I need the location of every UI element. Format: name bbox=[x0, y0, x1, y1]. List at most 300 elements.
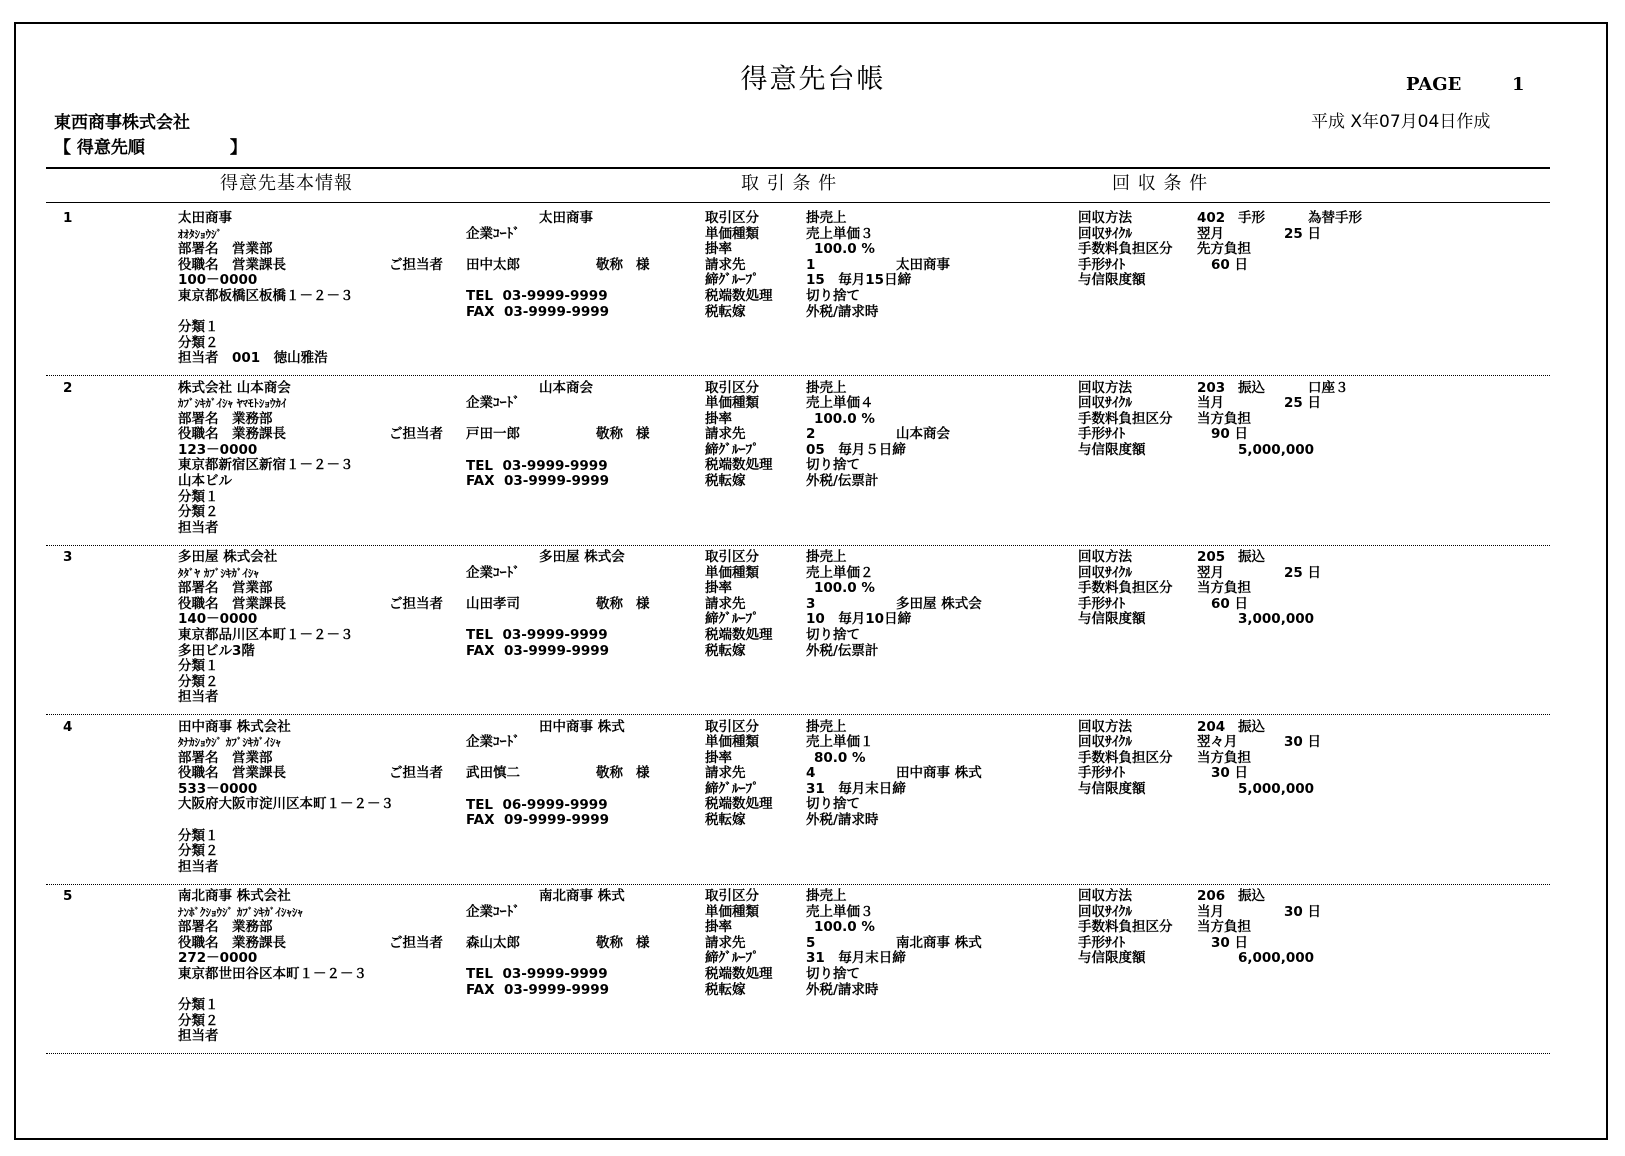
honorific-value: 様 bbox=[636, 595, 650, 612]
customer-kana: ｵｵﾀｼｮｳｼﾞ bbox=[178, 227, 222, 241]
coll-cycle-value: 当月 bbox=[1197, 903, 1224, 920]
coll-cycle-label: 回収ｻｲｸﾙ bbox=[1078, 225, 1132, 242]
collection-labels bbox=[1078, 720, 1173, 798]
company-name: 東西商事株式会社 bbox=[54, 113, 190, 133]
tel-value: 03-9999-9999 bbox=[502, 457, 608, 474]
tel-label: TEL bbox=[466, 627, 494, 643]
customer-name: 多田屋 株式会社 bbox=[178, 549, 278, 565]
rate-label: 掛率 bbox=[705, 241, 732, 258]
contact-name: 武田慎二 bbox=[466, 765, 520, 782]
company-code-label: 企業ｺｰﾄﾞ bbox=[466, 225, 520, 242]
collection-labels bbox=[1078, 381, 1173, 459]
collection-labels bbox=[1078, 211, 1173, 289]
building: 多田ビル3階 bbox=[178, 642, 255, 659]
building: 山本ビル bbox=[178, 473, 232, 490]
tx-type-label: 取引区分 bbox=[705, 210, 759, 226]
address: 東京都板橋区板橋１－２－３ bbox=[178, 287, 354, 304]
coll-code: 402 bbox=[1197, 210, 1226, 226]
record-number: 4 bbox=[63, 718, 73, 735]
rate-label: 掛率 bbox=[705, 749, 732, 766]
fax-label: FAX bbox=[466, 473, 495, 490]
position-label: 役職名 bbox=[178, 765, 219, 782]
rate-label: 掛率 bbox=[705, 919, 732, 936]
note-site-value: 60 日 bbox=[1211, 256, 1248, 273]
trade-labels bbox=[705, 550, 773, 659]
coll-method-label: 回収方法 bbox=[1078, 379, 1132, 396]
bill-to-label: 請求先 bbox=[705, 426, 746, 443]
record-number: 2 bbox=[63, 379, 73, 396]
fax-line bbox=[466, 644, 609, 660]
credit-label: 与信限度額 bbox=[1078, 441, 1146, 458]
category1-line bbox=[178, 659, 354, 675]
fax-label: FAX bbox=[466, 642, 495, 659]
dept-value: 営業部 bbox=[232, 241, 273, 258]
category2-line bbox=[178, 505, 354, 521]
coll-cycle-label: 回収ｻｲｸﾙ bbox=[1078, 734, 1132, 751]
coll-method-value: 振込 bbox=[1238, 718, 1265, 735]
trade-labels bbox=[705, 381, 773, 490]
contact-name: 山田孝司 bbox=[466, 595, 520, 612]
fax-label: FAX bbox=[466, 812, 495, 829]
position-label: 役職名 bbox=[178, 595, 219, 612]
company-code-label: 企業ｺｰﾄﾞ bbox=[466, 395, 520, 412]
tx-type-value: 掛売上 bbox=[806, 379, 847, 396]
created-date: 平成 X年07月04日作成 bbox=[1311, 112, 1491, 132]
note-site-label: 手形ｻｲﾄ bbox=[1078, 765, 1126, 782]
tx-type-value: 掛売上 bbox=[806, 718, 847, 735]
fax-value: 03-9999-9999 bbox=[503, 303, 610, 320]
position-value: 業務課長 bbox=[232, 426, 286, 443]
report-title: 得意先台帳 bbox=[740, 64, 886, 95]
category2-line bbox=[178, 844, 394, 860]
dept-line bbox=[178, 581, 354, 597]
zip-code: 533－0000 bbox=[178, 780, 258, 797]
credit-label: 与信限度額 bbox=[1078, 780, 1146, 797]
basic-info-block bbox=[178, 720, 394, 876]
bill-to-label: 請求先 bbox=[705, 765, 746, 782]
tx-type-value: 掛売上 bbox=[806, 888, 847, 904]
coll-cycle-label: 回収ｻｲｸﾙ bbox=[1078, 395, 1132, 412]
basic-info-block bbox=[178, 550, 354, 706]
rep-line bbox=[178, 690, 354, 706]
trade-values bbox=[806, 889, 906, 998]
header-basic-info: 得意先基本情報 bbox=[220, 173, 353, 194]
dept-line bbox=[178, 751, 394, 767]
category2-label: 分類２ bbox=[178, 504, 219, 521]
coll-code: 205 bbox=[1197, 549, 1226, 565]
fax-value: 09-9999-9999 bbox=[503, 812, 610, 829]
tax-transfer-label: 税転嫁 bbox=[705, 981, 746, 998]
tel-value: 03-9999-9999 bbox=[502, 288, 608, 304]
coll-method-value: 手形 bbox=[1238, 210, 1265, 226]
category1-label: 分類１ bbox=[178, 658, 219, 675]
coll-method-label: 回収方法 bbox=[1078, 888, 1132, 904]
customer-kana: ﾀﾅｶｼｮｳｼﾞ ｶﾌﾞｼｷｶﾞｲｼｬ bbox=[178, 736, 281, 750]
price-type-label: 単価種類 bbox=[705, 395, 759, 412]
short-name: 山本商会 bbox=[539, 379, 593, 396]
category1-label: 分類１ bbox=[178, 319, 219, 336]
price-type-value: 売上単価３ bbox=[806, 225, 874, 242]
header-trade-terms: 取 引 条 件 bbox=[741, 173, 838, 194]
credit-label: 与信限度額 bbox=[1078, 272, 1146, 289]
rate-label: 掛率 bbox=[705, 410, 732, 427]
rounding-value: 切り捨て bbox=[806, 457, 860, 474]
short-name: 田中商事 株式 bbox=[539, 718, 625, 735]
credit-label: 与信限度額 bbox=[1078, 950, 1146, 967]
sort-order-label: 【 得意先順 】 bbox=[54, 138, 247, 158]
fax-line bbox=[466, 983, 609, 999]
rep-line bbox=[178, 351, 354, 367]
closing-value: 15 毎月15日締 bbox=[806, 272, 912, 289]
honorific-label: 敬称 bbox=[596, 765, 623, 782]
rep-label: 担当者 bbox=[178, 1028, 219, 1045]
customer-kana: ｶﾌﾞｼｷｶﾞｲｼｬ ﾔﾏﾓﾄｼｮｳｶｲ bbox=[178, 397, 287, 411]
collection-labels bbox=[1078, 550, 1173, 628]
fee-label: 手数料負担区分 bbox=[1078, 749, 1173, 766]
tel-line bbox=[466, 289, 608, 305]
coll-day: 25 日 bbox=[1284, 225, 1321, 242]
coll-cycle-value: 翌々月 bbox=[1197, 734, 1238, 751]
rate-value: 100.0 % bbox=[814, 241, 875, 258]
dept-line bbox=[178, 920, 367, 936]
rep-label: 担当者 bbox=[178, 858, 219, 875]
position-value: 営業課長 bbox=[232, 595, 286, 612]
position-value: 業務課長 bbox=[232, 934, 286, 951]
coll-method-value: 振込 bbox=[1238, 549, 1265, 565]
contact-label: ご担当者 bbox=[389, 256, 443, 273]
fax-value: 03-9999-9999 bbox=[503, 473, 610, 490]
page-label: PAGE bbox=[1406, 74, 1462, 95]
closing-label: 締ｸﾞﾙｰﾌﾟ bbox=[705, 441, 759, 458]
trade-labels bbox=[705, 720, 773, 829]
dept-label: 部署名 bbox=[178, 410, 219, 427]
category1-label: 分類１ bbox=[178, 488, 219, 505]
customer-name: 田中商事 株式会社 bbox=[178, 718, 291, 735]
tx-type-label: 取引区分 bbox=[705, 549, 759, 565]
customer-name: 太田商事 bbox=[178, 210, 232, 226]
fax-label: FAX bbox=[466, 981, 495, 998]
fax-line bbox=[466, 305, 609, 321]
header-bottom-rule bbox=[46, 202, 1550, 203]
position-line bbox=[178, 427, 354, 443]
dept-label: 部署名 bbox=[178, 749, 219, 766]
coll-method-label: 回収方法 bbox=[1078, 210, 1132, 226]
trade-values bbox=[806, 720, 906, 829]
trade-labels bbox=[705, 211, 773, 320]
closing-label: 締ｸﾞﾙｰﾌﾟ bbox=[705, 950, 759, 967]
fax-line bbox=[466, 474, 609, 490]
price-type-value: 売上単価４ bbox=[806, 395, 874, 412]
zip-code: 272－0000 bbox=[178, 950, 258, 967]
report-frame bbox=[14, 22, 1608, 1140]
coll-extra: 為替手形 bbox=[1308, 210, 1362, 226]
category2-label: 分類２ bbox=[178, 1012, 219, 1029]
credit-value: 3,000,000 bbox=[1238, 611, 1315, 628]
rounding-label: 税端数処理 bbox=[705, 626, 773, 643]
bill-to-code: 5 bbox=[806, 934, 816, 951]
rep-label: 担当者 bbox=[178, 689, 219, 706]
position-value: 営業課長 bbox=[232, 765, 286, 782]
address: 東京都世田谷区本町１－２－３ bbox=[178, 965, 367, 982]
credit-value: 5,000,000 bbox=[1238, 441, 1315, 458]
price-type-value: 売上単価１ bbox=[806, 734, 874, 751]
trade-labels bbox=[705, 889, 773, 998]
tax-transfer-label: 税転嫁 bbox=[705, 473, 746, 490]
coll-method-value: 振込 bbox=[1238, 379, 1265, 396]
category1-label: 分類１ bbox=[178, 997, 219, 1014]
note-site-value: 30 日 bbox=[1211, 934, 1248, 951]
category1-line bbox=[178, 320, 354, 336]
tel-value: 06-9999-9999 bbox=[502, 796, 608, 813]
honorific-value: 様 bbox=[636, 426, 650, 443]
rate-value: 100.0 % bbox=[814, 580, 875, 597]
tel-label: TEL bbox=[466, 966, 494, 982]
fee-value: 当方負担 bbox=[1197, 919, 1251, 936]
bill-to-name: 田中商事 株式 bbox=[896, 765, 982, 782]
note-site-value: 30 日 bbox=[1211, 765, 1248, 782]
bill-to-name: 山本商会 bbox=[896, 426, 950, 443]
tax-transfer-label: 税転嫁 bbox=[705, 642, 746, 659]
basic-info-block bbox=[178, 889, 367, 1045]
price-type-label: 単価種類 bbox=[705, 225, 759, 242]
short-name: 南北商事 株式 bbox=[539, 888, 625, 904]
contact-name: 森山太郎 bbox=[466, 934, 520, 951]
building bbox=[178, 983, 367, 999]
tx-type-value: 掛売上 bbox=[806, 549, 847, 565]
dept-line bbox=[178, 242, 354, 258]
dept-label: 部署名 bbox=[178, 580, 219, 597]
tax-transfer-value: 外税/請求時 bbox=[806, 303, 879, 320]
bill-to-code: 2 bbox=[806, 426, 816, 443]
bill-to-code: 3 bbox=[806, 595, 816, 612]
address: 東京都品川区本町１－２－３ bbox=[178, 626, 354, 643]
coll-day: 30 日 bbox=[1284, 734, 1321, 751]
record-separator bbox=[46, 1053, 1550, 1054]
rounding-label: 税端数処理 bbox=[705, 965, 773, 982]
customer-name: 南北商事 株式会社 bbox=[178, 888, 291, 904]
price-type-value: 売上単価２ bbox=[806, 564, 874, 581]
tx-type-value: 掛売上 bbox=[806, 210, 847, 226]
contact-label: ご担当者 bbox=[389, 426, 443, 443]
bill-to-label: 請求先 bbox=[705, 256, 746, 273]
category1-line bbox=[178, 829, 394, 845]
tx-type-label: 取引区分 bbox=[705, 379, 759, 396]
rounding-label: 税端数処理 bbox=[705, 457, 773, 474]
tel-line bbox=[466, 798, 608, 814]
position-line bbox=[178, 258, 354, 274]
category2-line bbox=[178, 675, 354, 691]
coll-code: 206 bbox=[1197, 888, 1226, 904]
company-code-label: 企業ｺｰﾄﾞ bbox=[466, 903, 520, 920]
position-line bbox=[178, 597, 354, 613]
tel-line bbox=[466, 628, 608, 644]
tel-label: TEL bbox=[466, 796, 494, 813]
basic-info-block bbox=[178, 211, 354, 367]
coll-cycle-value: 翌月 bbox=[1197, 564, 1224, 581]
closing-value: 31 毎月末日締 bbox=[806, 780, 906, 797]
credit-value: 6,000,000 bbox=[1238, 950, 1315, 967]
closing-label: 締ｸﾞﾙｰﾌﾟ bbox=[705, 611, 759, 628]
coll-extra: 口座３ bbox=[1308, 379, 1349, 396]
honorific-value: 様 bbox=[636, 256, 650, 273]
bill-to-label: 請求先 bbox=[705, 934, 746, 951]
tax-transfer-value: 外税/伝票計 bbox=[806, 642, 879, 659]
tel-value: 03-9999-9999 bbox=[502, 966, 608, 982]
closing-label: 締ｸﾞﾙｰﾌﾟ bbox=[705, 272, 759, 289]
note-site-label: 手形ｻｲﾄ bbox=[1078, 934, 1126, 951]
contact-name: 戸田一郎 bbox=[466, 426, 520, 443]
honorific-label: 敬称 bbox=[596, 934, 623, 951]
rep-value: 001 徳山雅浩 bbox=[232, 350, 328, 367]
rep-line bbox=[178, 521, 354, 537]
category2-label: 分類２ bbox=[178, 673, 219, 690]
customer-record-3 bbox=[16, 544, 1610, 719]
fee-label: 手数料負担区分 bbox=[1078, 410, 1173, 427]
position-label: 役職名 bbox=[178, 256, 219, 273]
short-name: 太田商事 bbox=[539, 210, 593, 226]
rounding-value: 切り捨て bbox=[806, 287, 860, 304]
dept-line bbox=[178, 412, 354, 428]
bill-to-name: 南北商事 株式 bbox=[896, 934, 982, 951]
rate-value: 100.0 % bbox=[814, 410, 875, 427]
customer-name: 株式会社 山本商会 bbox=[178, 379, 291, 396]
honorific-label: 敬称 bbox=[596, 426, 623, 443]
tax-transfer-label: 税転嫁 bbox=[705, 303, 746, 320]
category2-label: 分類２ bbox=[178, 843, 219, 860]
customer-record-2 bbox=[16, 375, 1610, 550]
zip-code: 123－0000 bbox=[178, 441, 258, 458]
trade-values bbox=[806, 381, 906, 490]
category2-line bbox=[178, 1014, 367, 1030]
rate-value: 80.0 % bbox=[814, 749, 866, 766]
category2-label: 分類２ bbox=[178, 334, 219, 351]
closing-label: 締ｸﾞﾙｰﾌﾟ bbox=[705, 780, 759, 797]
contact-label: ご担当者 bbox=[389, 765, 443, 782]
bill-to-code: 1 bbox=[806, 256, 816, 273]
fax-value: 03-9999-9999 bbox=[503, 642, 610, 659]
coll-day: 25 日 bbox=[1284, 395, 1321, 412]
address: 東京都新宿区新宿１－２－３ bbox=[178, 457, 354, 474]
rep-label: 担当者 bbox=[178, 350, 219, 367]
rep-label: 担当者 bbox=[178, 519, 219, 536]
rounding-value: 切り捨て bbox=[806, 796, 860, 813]
coll-method-value: 振込 bbox=[1238, 888, 1265, 904]
coll-cycle-value: 当月 bbox=[1197, 395, 1224, 412]
rounding-value: 切り捨て bbox=[806, 965, 860, 982]
short-name: 多田屋 株式会 bbox=[539, 549, 625, 565]
rate-value: 100.0 % bbox=[814, 919, 875, 936]
building bbox=[178, 305, 354, 321]
tax-transfer-value: 外税/請求時 bbox=[806, 812, 879, 829]
tel-label: TEL bbox=[466, 288, 494, 304]
closing-value: 31 毎月末日締 bbox=[806, 950, 906, 967]
honorific-label: 敬称 bbox=[596, 256, 623, 273]
fee-value: 当方負担 bbox=[1197, 580, 1251, 597]
basic-info-block bbox=[178, 381, 354, 537]
credit-value: 5,000,000 bbox=[1238, 780, 1315, 797]
dept-value: 業務部 bbox=[232, 919, 273, 936]
coll-code: 204 bbox=[1197, 718, 1226, 735]
coll-method-label: 回収方法 bbox=[1078, 718, 1132, 735]
price-type-value: 売上単価３ bbox=[806, 903, 874, 920]
header-collection-terms: 回 収 条 件 bbox=[1112, 173, 1209, 194]
contact-label: ご担当者 bbox=[389, 595, 443, 612]
customer-record-4 bbox=[16, 714, 1610, 889]
position-label: 役職名 bbox=[178, 934, 219, 951]
category1-label: 分類１ bbox=[178, 827, 219, 844]
fee-value: 当方負担 bbox=[1197, 410, 1251, 427]
fee-label: 手数料負担区分 bbox=[1078, 580, 1173, 597]
rate-label: 掛率 bbox=[705, 580, 732, 597]
bill-to-code: 4 bbox=[806, 765, 816, 782]
fax-value: 03-9999-9999 bbox=[503, 981, 610, 998]
dept-value: 営業部 bbox=[232, 749, 273, 766]
position-value: 営業課長 bbox=[232, 256, 286, 273]
price-type-label: 単価種類 bbox=[705, 734, 759, 751]
zip-code: 140－0000 bbox=[178, 611, 258, 628]
record-number: 3 bbox=[63, 549, 73, 565]
company-code-label: 企業ｺｰﾄﾞ bbox=[466, 734, 520, 751]
coll-code: 203 bbox=[1197, 379, 1226, 396]
position-line bbox=[178, 766, 394, 782]
rep-line bbox=[178, 1029, 367, 1045]
tel-value: 03-9999-9999 bbox=[502, 627, 608, 643]
category1-line bbox=[178, 998, 367, 1014]
record-number: 5 bbox=[63, 888, 73, 904]
category2-line bbox=[178, 336, 354, 352]
rounding-label: 税端数処理 bbox=[705, 287, 773, 304]
customer-kana: ﾀﾀﾞﾔ ｶﾌﾞｼｷｶﾞｲｼｬ bbox=[178, 566, 259, 580]
customer-record-5 bbox=[16, 883, 1610, 1058]
coll-day: 30 日 bbox=[1284, 903, 1321, 920]
honorific-value: 様 bbox=[636, 765, 650, 782]
credit-label: 与信限度額 bbox=[1078, 611, 1146, 628]
coll-cycle-label: 回収ｻｲｸﾙ bbox=[1078, 903, 1132, 920]
honorific-label: 敬称 bbox=[596, 595, 623, 612]
customer-kana: ﾅﾝﾎﾞｸｼｮｳｼﾞ ｶﾌﾞｼｷｶﾞｲｼｬｼｬ bbox=[178, 905, 303, 919]
bill-to-label: 請求先 bbox=[705, 595, 746, 612]
tel-label: TEL bbox=[466, 457, 494, 474]
header-top-rule bbox=[46, 167, 1550, 169]
note-site-label: 手形ｻｲﾄ bbox=[1078, 595, 1126, 612]
zip-code: 100－0000 bbox=[178, 272, 258, 289]
customer-record-1 bbox=[16, 205, 1610, 380]
rounding-value: 切り捨て bbox=[806, 626, 860, 643]
tel-line bbox=[466, 459, 608, 475]
fee-value: 先方負担 bbox=[1197, 241, 1251, 258]
position-line bbox=[178, 936, 367, 952]
page-number: 1 bbox=[1512, 74, 1525, 95]
address: 大阪府大阪市淀川区本町１－２－３ bbox=[178, 796, 394, 813]
dept-value: 業務部 bbox=[232, 410, 273, 427]
rounding-label: 税端数処理 bbox=[705, 796, 773, 813]
fax-label: FAX bbox=[466, 303, 495, 320]
contact-label: ご担当者 bbox=[389, 934, 443, 951]
record-number: 1 bbox=[63, 210, 73, 226]
dept-label: 部署名 bbox=[178, 919, 219, 936]
tx-type-label: 取引区分 bbox=[705, 888, 759, 904]
bill-to-name: 太田商事 bbox=[896, 256, 950, 273]
note-site-label: 手形ｻｲﾄ bbox=[1078, 426, 1126, 443]
collection-labels bbox=[1078, 889, 1173, 967]
coll-method-label: 回収方法 bbox=[1078, 549, 1132, 565]
dept-value: 営業部 bbox=[232, 580, 273, 597]
position-label: 役職名 bbox=[178, 426, 219, 443]
price-type-label: 単価種類 bbox=[705, 903, 759, 920]
honorific-value: 様 bbox=[636, 934, 650, 951]
tax-transfer-label: 税転嫁 bbox=[705, 812, 746, 829]
building bbox=[178, 813, 394, 829]
